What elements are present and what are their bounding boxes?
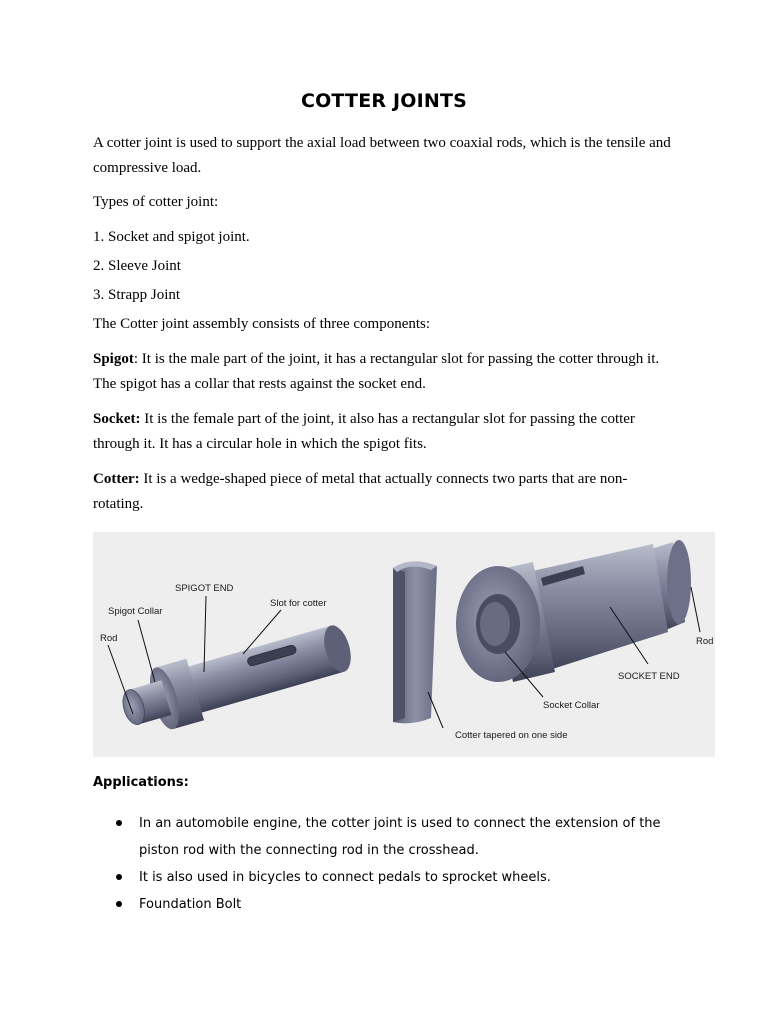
- type-item-2: 2. Sleeve Joint: [93, 258, 181, 274]
- list-item: [93, 891, 693, 918]
- component-text-socket: It is the female part of the joint, it also has a rectangular slot for passing the cotter through it. It has a circular hole in which the spigot fits.: [93, 411, 635, 452]
- bullet-icon: [116, 820, 122, 826]
- application-text-2: It is also used in bicycles to connect pedals to sprocket wheels.: [139, 870, 551, 885]
- type-item-1: 1. Socket and spigot joint.: [93, 229, 250, 245]
- list-item: [93, 810, 693, 864]
- cotter-joint-illustration: [93, 532, 715, 757]
- label-cotter-tapered: Cotter tapered on one side: [455, 730, 568, 741]
- list-item: [93, 864, 693, 891]
- component-term-spigot: Spigot: [93, 351, 134, 367]
- label-spigot-collar: Spigot Collar: [108, 606, 163, 617]
- label-socket-end: SOCKET END: [618, 671, 680, 682]
- type-item-3: 3. Strapp Joint: [93, 287, 181, 303]
- label-socket-collar: Socket Collar: [543, 700, 600, 711]
- spigot-part: [115, 615, 358, 741]
- label-rod-right: Rod: [696, 636, 714, 647]
- component-term-cotter: Cotter:: [93, 471, 140, 487]
- intro-paragraph: A cotter joint is used to support the axial load between two coaxial rods, which is the tensile and compressive load.: [93, 135, 671, 176]
- component-text-cotter: It is a wedge-shaped piece of metal that actually connects two parts that are non-rotating.: [93, 471, 628, 512]
- component-cotter: [93, 467, 673, 517]
- component-term-socket: Socket:: [93, 411, 141, 427]
- bullet-icon: [116, 874, 122, 880]
- applications-heading: Applications:: [93, 775, 189, 790]
- label-rod-left: Rod: [100, 633, 118, 644]
- application-text-1: In an automobile engine, the cotter joint is used to connect the extension of the piston rod with the connecting rod in the crosshead.: [139, 816, 661, 858]
- component-socket: [93, 407, 673, 457]
- label-slot-for-cotter: Slot for cotter: [270, 598, 327, 609]
- bullet-icon: [116, 901, 122, 907]
- application-text-3: Foundation Bolt: [139, 897, 242, 912]
- label-spigot-end: SPIGOT END: [175, 583, 234, 594]
- component-text-spigot: It is the male part of the joint, it has a rectangular slot for passing the cotter through it. The spigot has a collar that rests against the socket end.: [93, 351, 660, 392]
- page-title: COTTER JOINTS: [300, 90, 468, 112]
- cotter-joint-figure: [93, 532, 715, 757]
- components-intro: The Cotter joint assembly consists of three components:: [93, 316, 431, 332]
- types-heading: Types of cotter joint:: [93, 194, 219, 210]
- socket-part: [456, 540, 691, 682]
- component-sep-spigot: :: [133, 351, 139, 367]
- component-spigot: [93, 347, 673, 397]
- applications-list: [93, 810, 693, 918]
